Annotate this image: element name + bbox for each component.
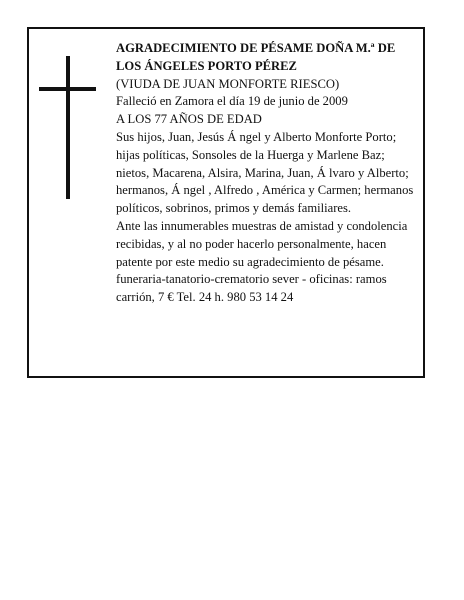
death-line: Falleció en Zamora el día 19 de junio de 2009: [116, 94, 348, 109]
notice-text: [116, 40, 419, 307]
obituary-notice: [27, 27, 425, 378]
age-line: A LOS 77 AÑOS DE EDAD: [116, 112, 262, 127]
widow-line: (VIUDA DE JUAN MONFORTE RIESCO): [116, 76, 340, 91]
thanks-paragraph: Ante las innumerables muestras de amistad y condolencia recibidas, y al no poder hacerlo personalmente, hacen patente por este medio su agradecimiento de pésame.: [116, 218, 408, 269]
cross-horizontal-bar: [39, 87, 96, 91]
funeral-home-line: funeraria-tanatorio-crematorio sever - oficinas: ramos carrión, 7 € Tel. 24 h. 980 53 14 24: [116, 272, 387, 305]
family-paragraph: Sus hijos, Juan, Jesús Á ngel y Alberto Monforte Porto; hijas políticas, Sonsoles de la Huerga y Marlene Baz; nietos, Macarena, Alsira, Marina, Juan, Á lvaro y Alberto; hermanos, Á ngel , Alfredo , América y Carmen; hermanos políticos, sobrinos, primos y demás familiares.: [116, 129, 414, 216]
notice-title: AGRADECIMIENTO DE PÉSAME DOÑA M.ª DE LOS ÁNGELES PORTO PÉREZ: [116, 41, 396, 73]
cross-vertical-bar: [66, 56, 70, 199]
